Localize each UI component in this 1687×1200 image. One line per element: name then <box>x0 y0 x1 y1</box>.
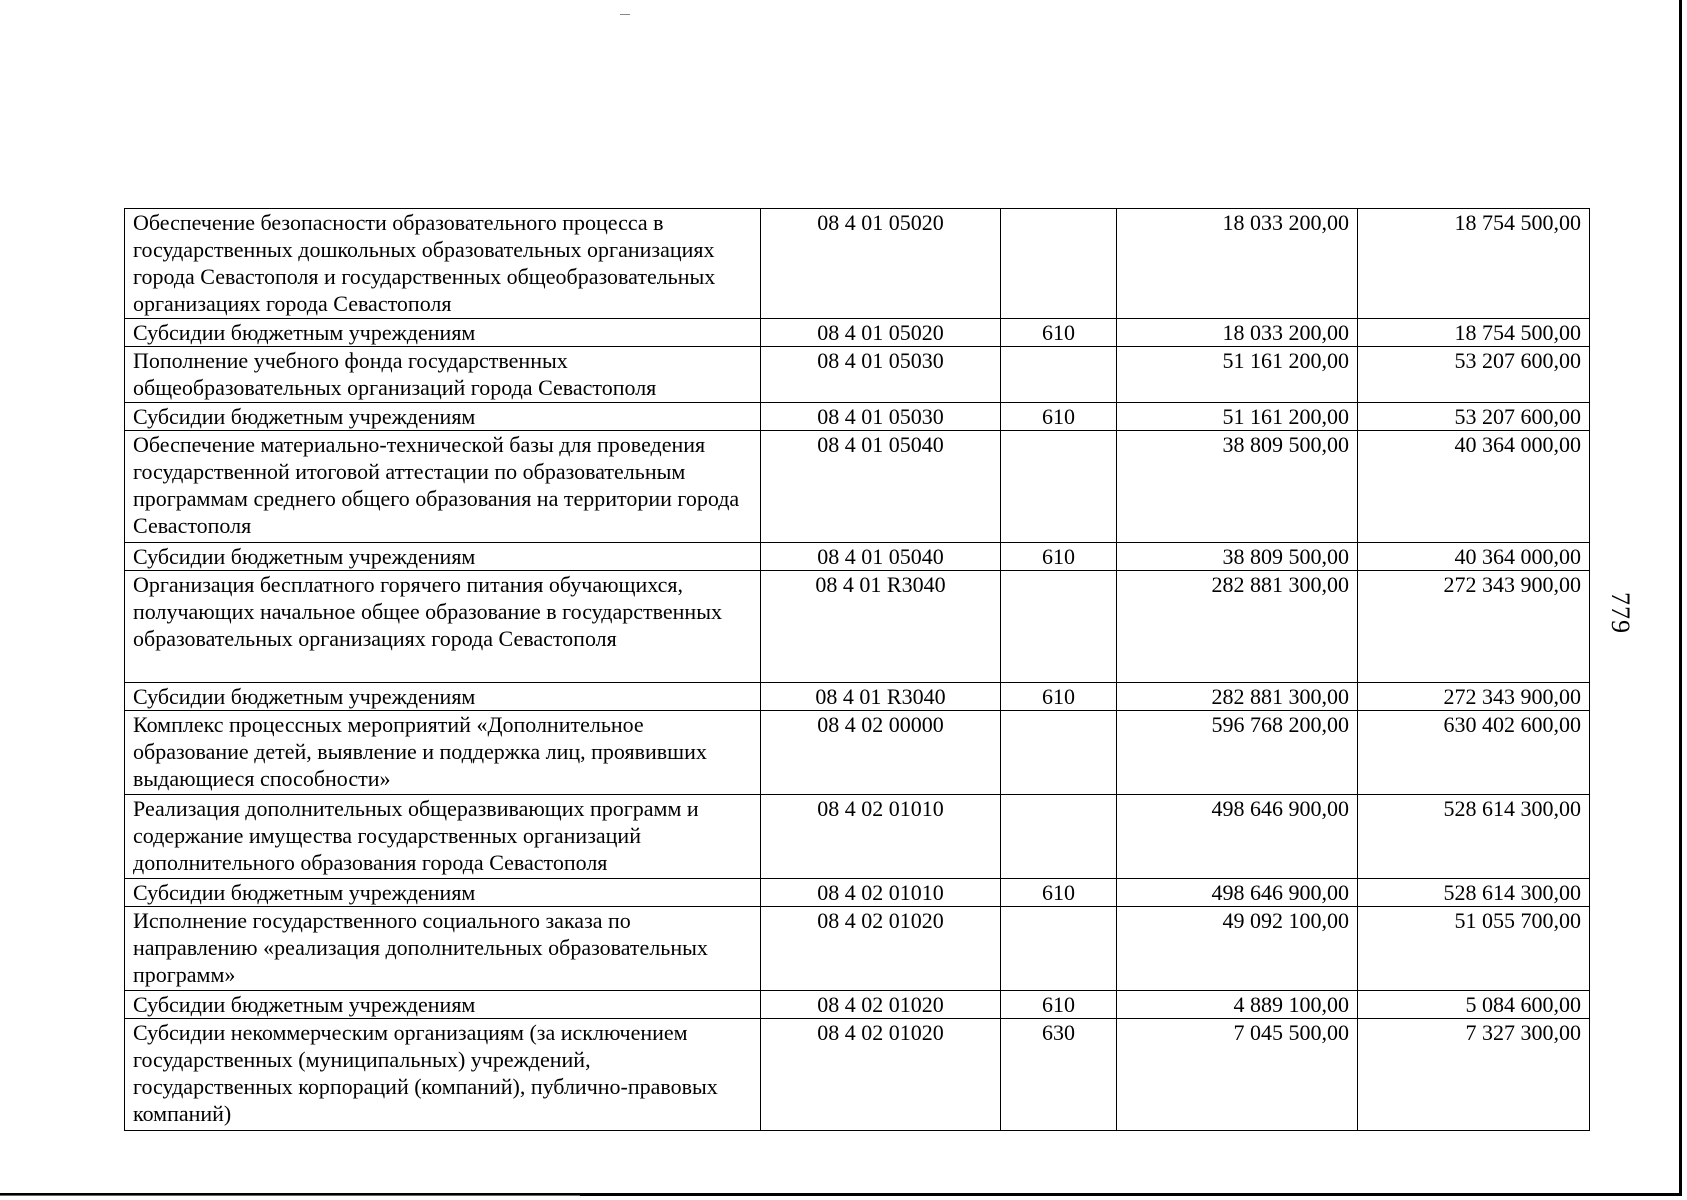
row-type-cell: 610 <box>1001 543 1117 571</box>
table-row <box>125 907 1590 991</box>
row-year2-cell: 272 343 900,00 <box>1358 683 1590 711</box>
row-year1-cell: 18 033 200,00 <box>1117 319 1358 347</box>
row-year2-cell: 272 343 900,00 <box>1358 571 1590 683</box>
row-code-cell: 08 4 02 01020 <box>761 1019 1001 1131</box>
table-row <box>125 347 1590 403</box>
row-code-cell: 08 4 01 R3040 <box>761 683 1001 711</box>
table-row <box>125 543 1590 571</box>
row-year2-cell: 40 364 000,00 <box>1358 543 1590 571</box>
table-row <box>125 319 1590 347</box>
row-name-cell: Исполнение государственного социального заказа по направлению «реализация дополнительных образовательных программ» <box>125 907 761 991</box>
row-type-cell: 610 <box>1001 991 1117 1019</box>
row-year1-cell: 51 161 200,00 <box>1117 347 1358 403</box>
row-name-cell: Обеспечение материально-технической базы для проведения государственной итоговой аттестации по образовательным программам среднего общего образования на территории города Севастополя <box>125 431 761 543</box>
table-row <box>125 991 1590 1019</box>
row-type-cell: 610 <box>1001 319 1117 347</box>
page-number: 779 <box>1606 592 1635 634</box>
row-code-cell: 08 4 01 05040 <box>761 543 1001 571</box>
table-row <box>125 571 1590 683</box>
row-type-cell <box>1001 431 1117 543</box>
row-type-cell: 630 <box>1001 1019 1117 1131</box>
row-code-cell: 08 4 02 01020 <box>761 907 1001 991</box>
row-type-cell: 610 <box>1001 403 1117 431</box>
row-year2-cell: 528 614 300,00 <box>1358 795 1590 879</box>
row-year2-cell: 18 754 500,00 <box>1358 319 1590 347</box>
row-code-cell: 08 4 01 R3040 <box>761 571 1001 683</box>
row-code-cell: 08 4 02 01010 <box>761 879 1001 907</box>
table-row <box>125 795 1590 879</box>
row-type-cell <box>1001 347 1117 403</box>
row-name-cell: Комплекс процессных мероприятий «Дополнительное образование детей, выявление и поддержка лиц, проявивших выдающиеся способности» <box>125 711 761 795</box>
row-year1-cell: 49 092 100,00 <box>1117 907 1358 991</box>
row-year2-cell: 53 207 600,00 <box>1358 347 1590 403</box>
table-row <box>125 879 1590 907</box>
row-type-cell <box>1001 209 1117 319</box>
row-year2-cell: 18 754 500,00 <box>1358 209 1590 319</box>
bottom-rule <box>0 1195 580 1196</box>
row-name-cell: Субсидии бюджетным учреждениям <box>125 543 761 571</box>
table-row <box>125 209 1590 319</box>
row-type-cell: 610 <box>1001 683 1117 711</box>
budget-table <box>124 208 1590 1131</box>
row-year2-cell: 40 364 000,00 <box>1358 431 1590 543</box>
row-name-cell: Субсидии бюджетным учреждениям <box>125 403 761 431</box>
row-year1-cell: 282 881 300,00 <box>1117 683 1358 711</box>
row-year1-cell: 498 646 900,00 <box>1117 795 1358 879</box>
row-year2-cell: 53 207 600,00 <box>1358 403 1590 431</box>
row-year2-cell: 630 402 600,00 <box>1358 711 1590 795</box>
row-name-cell: Реализация дополнительных общеразвивающих программ и содержание имущества государственных организаций дополнительного образования города Севастополя <box>125 795 761 879</box>
row-code-cell: 08 4 01 05020 <box>761 209 1001 319</box>
row-year2-cell: 51 055 700,00 <box>1358 907 1590 991</box>
table-row <box>125 683 1590 711</box>
row-code-cell: 08 4 01 05030 <box>761 403 1001 431</box>
row-year1-cell: 498 646 900,00 <box>1117 879 1358 907</box>
row-name-cell: Субсидии бюджетным учреждениям <box>125 879 761 907</box>
table-row <box>125 711 1590 795</box>
table-row <box>125 431 1590 543</box>
row-code-cell: 08 4 02 00000 <box>761 711 1001 795</box>
row-name-cell: Организация бесплатного горячего питания обучающихся, получающих начальное общее образование в государственных образовательных организациях города Севастополя <box>125 571 761 683</box>
row-year1-cell: 7 045 500,00 <box>1117 1019 1358 1131</box>
row-year1-cell: 4 889 100,00 <box>1117 991 1358 1019</box>
row-type-cell <box>1001 795 1117 879</box>
row-name-cell: Субсидии бюджетным учреждениям <box>125 991 761 1019</box>
table-row <box>125 403 1590 431</box>
row-name-cell: Субсидии бюджетным учреждениям <box>125 683 761 711</box>
scan-mark <box>620 14 630 15</box>
row-year1-cell: 18 033 200,00 <box>1117 209 1358 319</box>
row-code-cell: 08 4 02 01010 <box>761 795 1001 879</box>
row-code-cell: 08 4 01 05020 <box>761 319 1001 347</box>
row-year1-cell: 596 768 200,00 <box>1117 711 1358 795</box>
row-code-cell: 08 4 01 05030 <box>761 347 1001 403</box>
row-name-cell: Субсидии некоммерческим организациям (за исключением государственных (муниципальных) учреждений, государственных корпораций (компаний), публично-правовых компаний) <box>125 1019 761 1131</box>
row-year2-cell: 528 614 300,00 <box>1358 879 1590 907</box>
row-type-cell <box>1001 571 1117 683</box>
row-year1-cell: 38 809 500,00 <box>1117 431 1358 543</box>
row-name-cell: Обеспечение безопасности образовательного процесса в государственных дошкольных образовательных организациях города Севастополя и государственных общеобразовательных организациях города Севастополя <box>125 209 761 319</box>
row-code-cell: 08 4 01 05040 <box>761 431 1001 543</box>
row-year2-cell: 5 084 600,00 <box>1358 991 1590 1019</box>
row-year2-cell: 7 327 300,00 <box>1358 1019 1590 1131</box>
table-row <box>125 1019 1590 1131</box>
row-code-cell: 08 4 02 01020 <box>761 991 1001 1019</box>
row-year1-cell: 38 809 500,00 <box>1117 543 1358 571</box>
row-year1-cell: 282 881 300,00 <box>1117 571 1358 683</box>
row-name-cell: Пополнение учебного фонда государственных общеобразовательных организаций города Севастополя <box>125 347 761 403</box>
row-name-cell: Субсидии бюджетным учреждениям <box>125 319 761 347</box>
row-year1-cell: 51 161 200,00 <box>1117 403 1358 431</box>
row-type-cell: 610 <box>1001 879 1117 907</box>
row-type-cell <box>1001 711 1117 795</box>
row-type-cell <box>1001 907 1117 991</box>
